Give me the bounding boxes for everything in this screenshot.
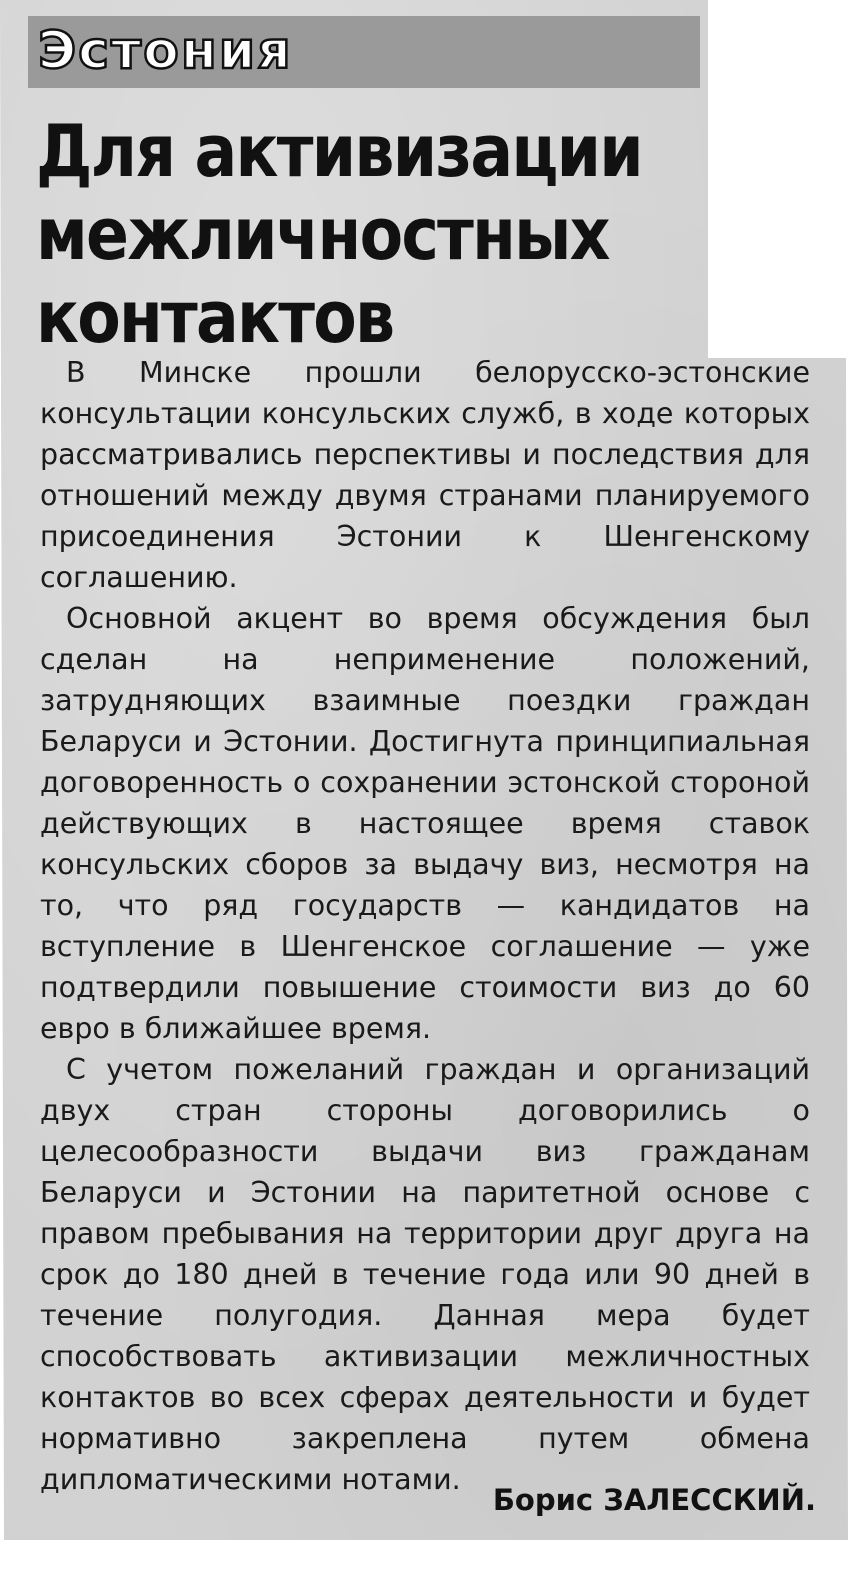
headline-line-2: межличностных [36,192,609,276]
section-rubric: Эстония [38,21,293,81]
article-paragraph-2: Основной акцент во время обсуждения был сделан на неприменение положений, затрудняющих взаимные поездки граждан Беларуси и Эстонии. Достигнута принципиальная договоренность о сохранении эстонской стороной действующих в настоящее время ставок консульских сборов за выдачу виз, несмотря на то, что ряд государств — кандидатов на вступление в Шенгенское соглашение — уже подтвердили повышение стоимости виз до 60 евро в ближайшее время. [40,602,810,1045]
headline-line-1: Для активизации [36,109,642,193]
author-signature: Борис ЗАЛЕССКИЙ. [492,1483,816,1517]
article-paragraph-3: С учетом пожеланий граждан и организаций двух стран стороны договорились о целесообразности выдачи виз гражданам Беларуси и Эстонии на паритетной основе с правом пребывания на территории друг друга на срок до 180 дней в течение года или 90 дней в течение полугодия. Данная мера будет способствовать активизации межличностных контактов во всех сферах деятельности и будет нормативно закреплена путем обмена дипломатическими нотами. [40,1053,810,1496]
headline-line-3: контактов [36,275,394,359]
article-body [40,352,810,1500]
article-paragraph-1: В Минске прошли белорусско-эстонские консультации консульских служб, в ходе которых рассматривались перспективы и последствия для отношений между двумя странами планируемого присоединения Эстонии к Шенгенскому соглашению. [40,356,810,594]
article-headline [36,109,642,359]
